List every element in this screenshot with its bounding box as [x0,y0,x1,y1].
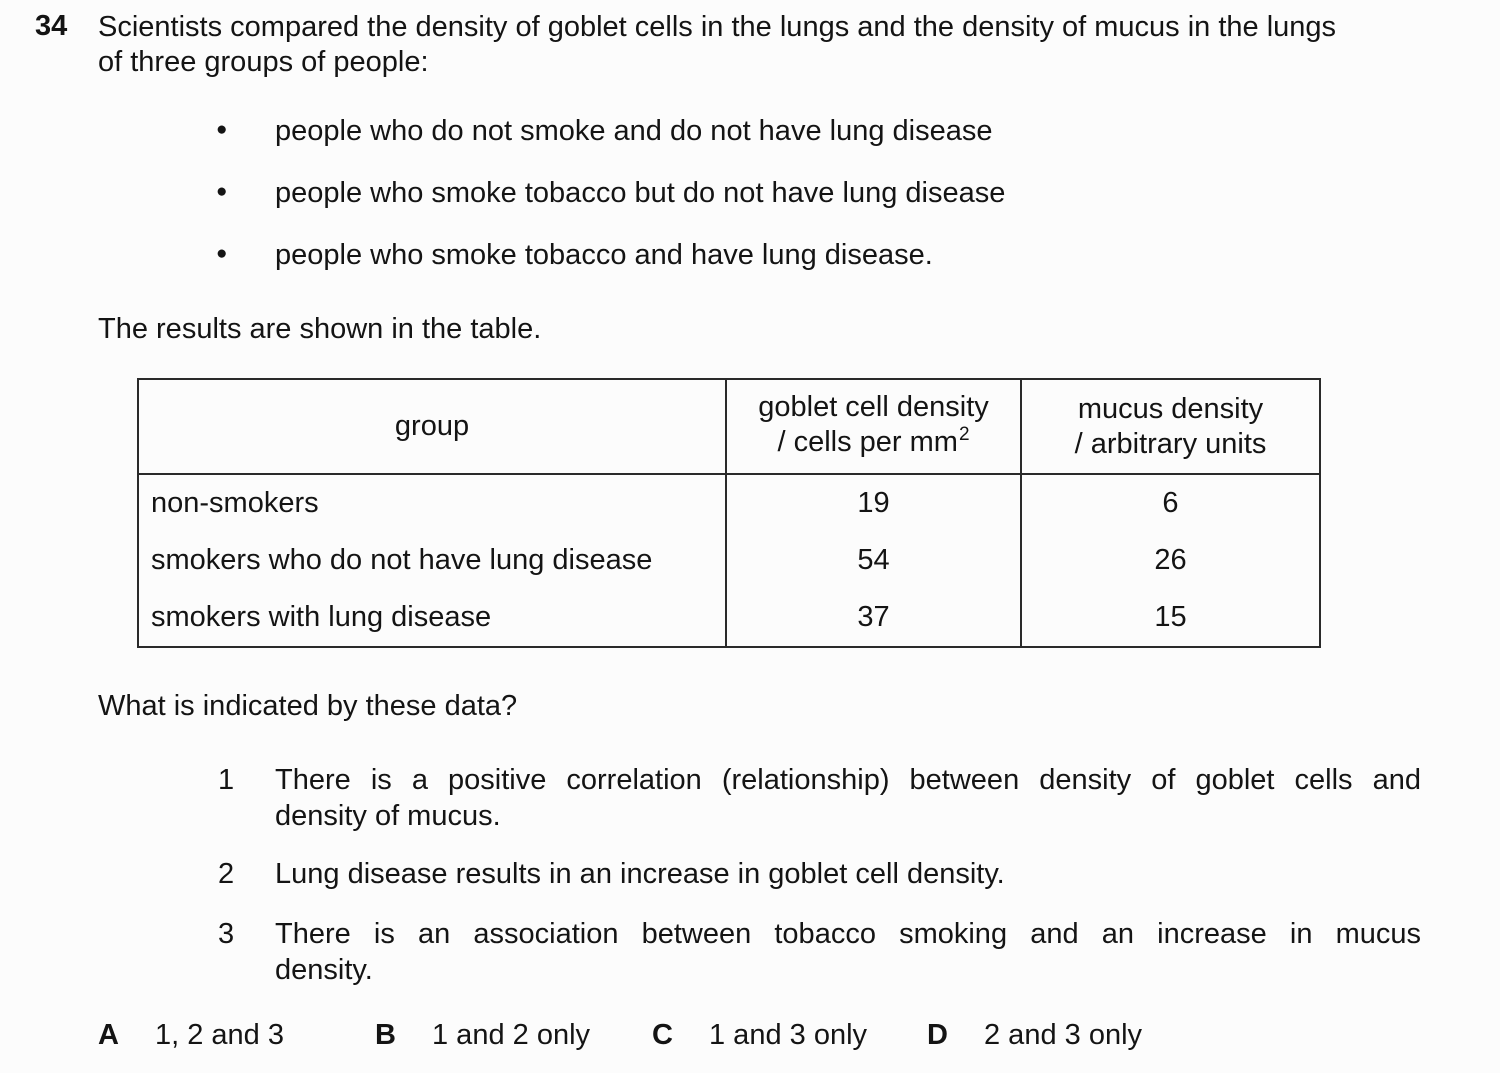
bullet-item-2 [212,177,1005,210]
stem-line-1: Scientists compared the density of goblet cells in the lungs and the density of mucus in the lungs [98,11,1337,43]
header-cell-mucus [1022,380,1319,473]
bullet-text: people who smoke tobacco and have lung disease. [275,239,933,271]
mucus-value: 15 [1154,601,1187,633]
bullet-text: people who do not smoke and do not have lung disease [275,115,993,147]
column-mucus-density [1022,475,1319,646]
statement-1 [275,762,1421,834]
statement-3-line-2: density. [275,954,373,986]
results-note: The results are shown in the table. [98,313,542,345]
column-goblet-density [727,475,1022,646]
bullet-item-1 [212,115,992,148]
results-table-body [139,475,1319,646]
header-group-label: group [394,410,470,442]
statement-2 [275,856,1421,892]
statement-2-line-1: Lung disease results in an increase in goblet cell density. [275,858,1005,890]
option-a [98,1019,284,1052]
table-row-label: non-smokers [151,487,319,519]
header-cell-group [139,380,727,473]
results-table-header [139,380,1319,475]
bullet-item-3 [212,239,933,272]
statement-1-number: 1 [218,764,235,796]
option-c-text: 1 and 3 only [709,1019,868,1051]
header-goblet-units: / cells per mm [777,426,958,458]
option-c [652,1019,867,1052]
statement-2-number: 2 [218,858,235,890]
results-table [137,378,1321,648]
goblet-value: 37 [857,601,890,633]
option-d-letter: D [927,1019,948,1051]
option-a-text: 1, 2 and 3 [155,1019,284,1051]
mucus-value: 6 [1162,487,1179,519]
question-number: 34 [35,10,68,42]
option-b-text: 1 and 2 only [432,1019,591,1051]
option-b [375,1019,590,1052]
header-mucus-line1: mucus density [1077,392,1264,425]
column-group [139,475,727,646]
option-a-letter: A [98,1019,119,1051]
statement-3-number: 3 [218,918,235,950]
table-row-label: smokers who do not have lung disease [151,544,653,576]
bullet-icon: ● [216,243,228,264]
goblet-value: 19 [857,487,890,519]
statement-1-line-1: There is a positive correlation (relationship) between density of goblet cells and [275,764,1421,796]
mucus-value: 26 [1154,544,1187,576]
header-goblet-line2 [777,425,969,463]
stem-line-2: of three groups of people: [98,46,429,78]
header-mucus-line2: / arbitrary units [1074,427,1267,460]
superscript-2: 2 [958,424,970,445]
option-d [927,1019,1142,1052]
statement-3 [275,916,1421,988]
statement-1-line-2: density of mucus. [275,800,501,832]
goblet-value: 54 [857,544,890,576]
bullet-icon: ● [216,181,228,202]
question-prompt: What is indicated by these data? [98,690,518,722]
bullet-text: people who smoke tobacco but do not have lung disease [275,177,1006,209]
header-cell-goblet [727,380,1022,473]
bullet-icon: ● [216,119,228,140]
table-row-label: smokers with lung disease [151,601,492,633]
header-goblet-line1: goblet cell density [758,391,989,423]
option-d-text: 2 and 3 only [984,1019,1143,1051]
option-b-letter: B [375,1019,396,1051]
option-c-letter: C [652,1019,673,1051]
statement-3-line-1: There is an association between tobacco smoking and an increase in mucus [275,918,1421,950]
question-stem [98,10,1336,80]
